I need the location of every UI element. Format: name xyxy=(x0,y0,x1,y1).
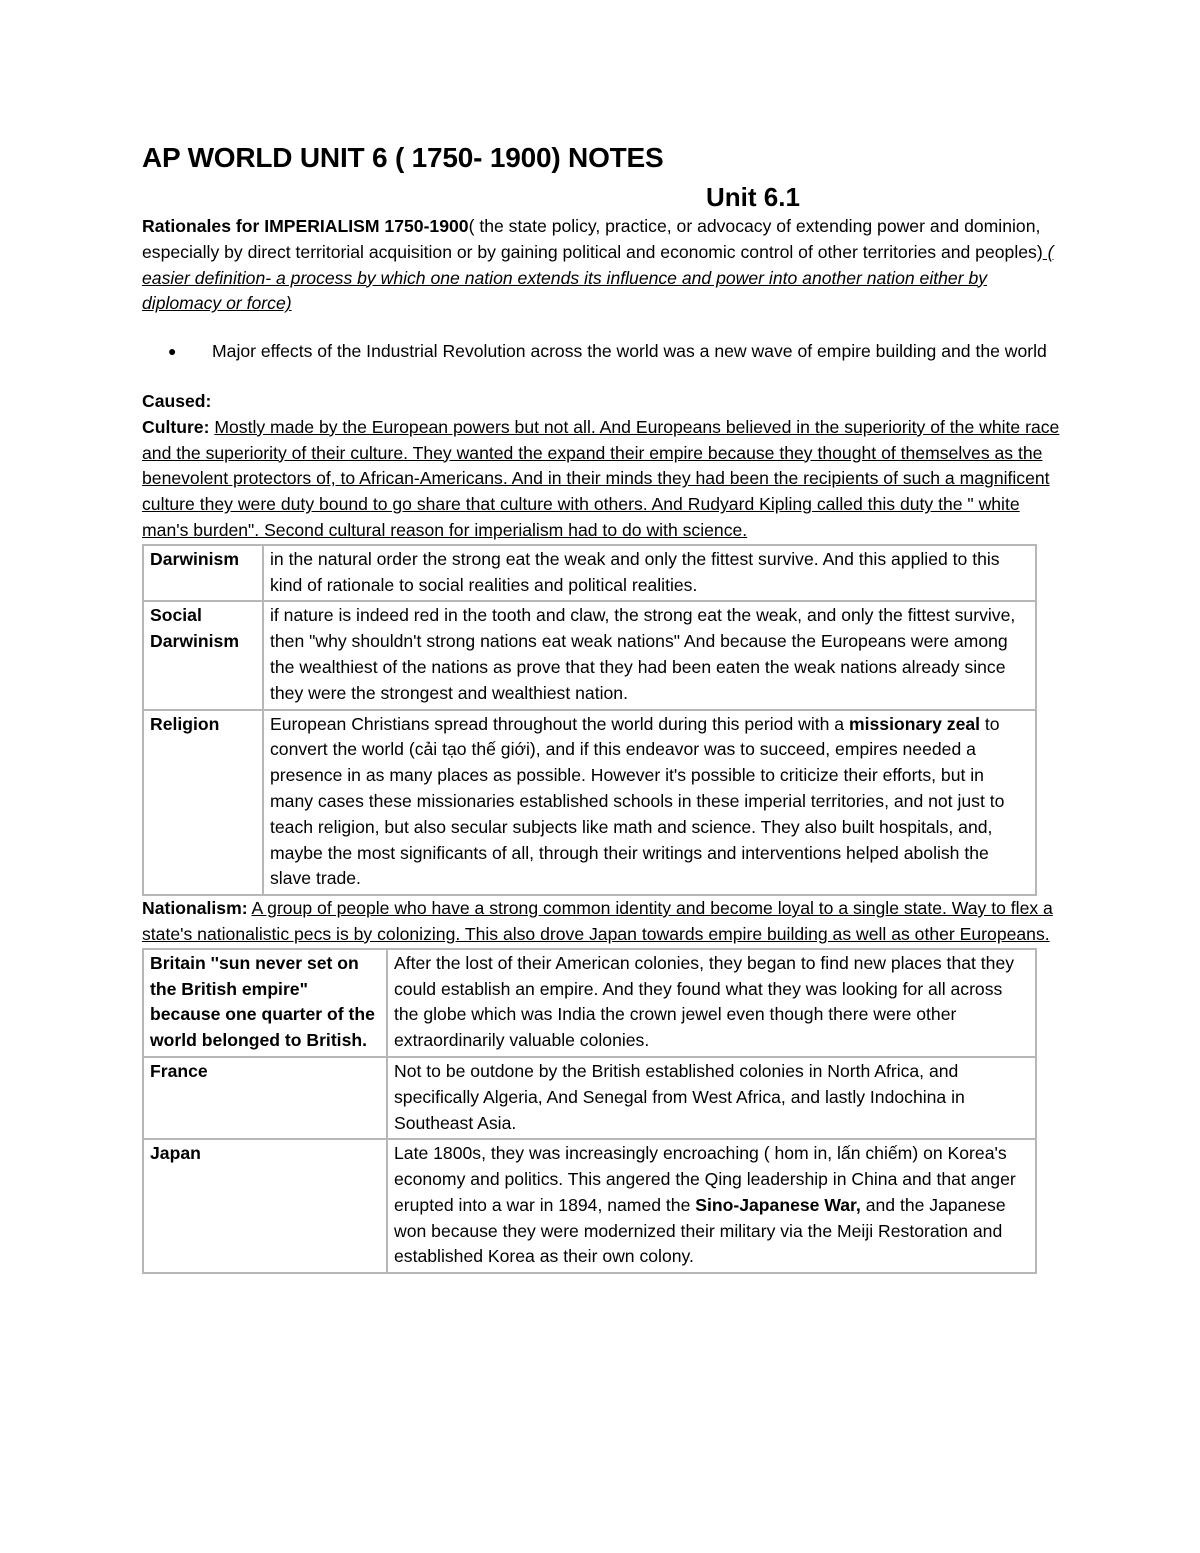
empires-table xyxy=(142,948,1037,1275)
row-key: Darwinism xyxy=(143,545,263,602)
culture-text: Mostly made by the European powers but not all. And Europeans believed in the superiority of the white race and the superiority of their culture. They wanted the expand their empire because they thought of themselves as the benevolent protectors of, to African-Americans. And in their minds they had been the recipients of such a magnificent culture they were duty bound to go share that culture with others. And Rudyard Kipling called this duty the " white man's burden". Second cultural reason for imperialism had to do with science. xyxy=(142,416,1060,540)
table-row xyxy=(143,545,1036,602)
nationalism-paragraph xyxy=(142,896,1060,948)
caused-heading: Caused: xyxy=(142,390,212,411)
unit-heading: Unit 6.1 xyxy=(706,182,800,212)
rationales-table xyxy=(142,544,1037,896)
row-value xyxy=(387,1139,1036,1273)
row-key: France xyxy=(143,1057,387,1139)
row-value-text: Late 1800s, they was increasingly encroaching ( hom in, lấn chiếm) on Korea's economy and politics. This angered the Qing leadership in China and that anger erupted into a war in 1894, named the xyxy=(394,1143,1016,1215)
table-row xyxy=(143,710,1036,896)
table-row xyxy=(143,601,1036,709)
rationales-definition: ( the state policy, practice, or advocacy of extending power and dominion, especially by direct territorial acquisition or by gaining political and economic control of other territories and peoples) xyxy=(142,216,1043,262)
list-item xyxy=(142,339,1060,365)
row-key: Japan xyxy=(143,1139,387,1273)
culture-label: Culture: xyxy=(142,416,210,437)
table-row xyxy=(143,1139,1036,1273)
bullet-icon: ● xyxy=(168,343,177,360)
document-title: AP WORLD UNIT 6 ( 1750- 1900) NOTES xyxy=(142,142,664,173)
rationales-paragraph xyxy=(142,214,1060,317)
row-value: if nature is indeed red in the tooth and claw, the strong eat the weak, and only the fittest survive, then "why shouldn't strong nations eat weak nations" And because the Europeans were among the wealthiest of the nations as prove that they had been eaten the weak nations already since they were the strongest and wealthiest nation. xyxy=(263,601,1036,709)
bullet-text: Major effects of the Industrial Revolution across the world was a new wave of empire building and the world xyxy=(212,341,1047,362)
row-value-text: European Christians spread throughout the world during this period with a xyxy=(270,713,849,734)
nationalism-text: A group of people who have a strong common identity and become loyal to a single state. Way to flex a state's nationalistic pecs is by colonizing. This also drove Japan towards empire building as well as other Europeans. xyxy=(142,898,1053,944)
row-value-text: and the Japanese won because they were modernized their military via the Meiji Restoration and established Korea as their own colony. xyxy=(394,1194,1006,1267)
culture-paragraph xyxy=(142,415,1060,544)
table-row xyxy=(143,949,1036,1057)
row-key: Religion xyxy=(143,710,263,896)
nationalism-label: Nationalism: xyxy=(142,898,248,919)
caused-section xyxy=(142,389,1060,544)
row-value-emphasis: missionary zeal xyxy=(848,713,981,734)
row-key: Social Darwinism xyxy=(143,601,263,709)
effects-list xyxy=(142,339,1060,365)
row-value: in the natural order the strong eat the weak and only the fittest survive. And this applied to this kind of rationale to social realities and political realities. xyxy=(263,545,1036,602)
document-content xyxy=(142,140,1060,1274)
row-value-text: to convert the world (cải tạo thế giới), and if this endeavor was to succeed, empires needed a presence in as many places as possible. However it's possible to criticize their efforts, but in many cases these missionaries established schools in these imperial territories, and not just to teach religion, but also secular subjects like math and science. They also built hospitals, and, maybe the most significants of all, through their writings and interventions helped abolish the slave trade. xyxy=(270,713,1005,889)
row-value-emphasis: Sino-Japanese War, xyxy=(695,1194,861,1215)
row-value xyxy=(263,710,1036,896)
rationales-label: Rationales for IMPERIALISM 1750-1900 xyxy=(142,216,469,236)
row-key: Britain ''sun never set on the British empire" because one quarter of the world belonged to British. xyxy=(143,949,387,1057)
row-value: After the lost of their American colonies, they began to find new places that they could establish an empire. And they found what they was looking for all across the globe which was India the crown jewel even though there were other extraordinarily valuable colonies. xyxy=(387,949,1036,1057)
row-value: Not to be outdone by the British established colonies in North Africa, and specifically Algeria, And Senegal from West Africa, and lastly Indochina in Southeast Asia. xyxy=(387,1057,1036,1139)
rationales-easier-definition: ( easier definition- a process by which one nation extends its influence and power into another nation either by diplomacy or force) xyxy=(142,241,1054,314)
table-row xyxy=(143,1057,1036,1139)
